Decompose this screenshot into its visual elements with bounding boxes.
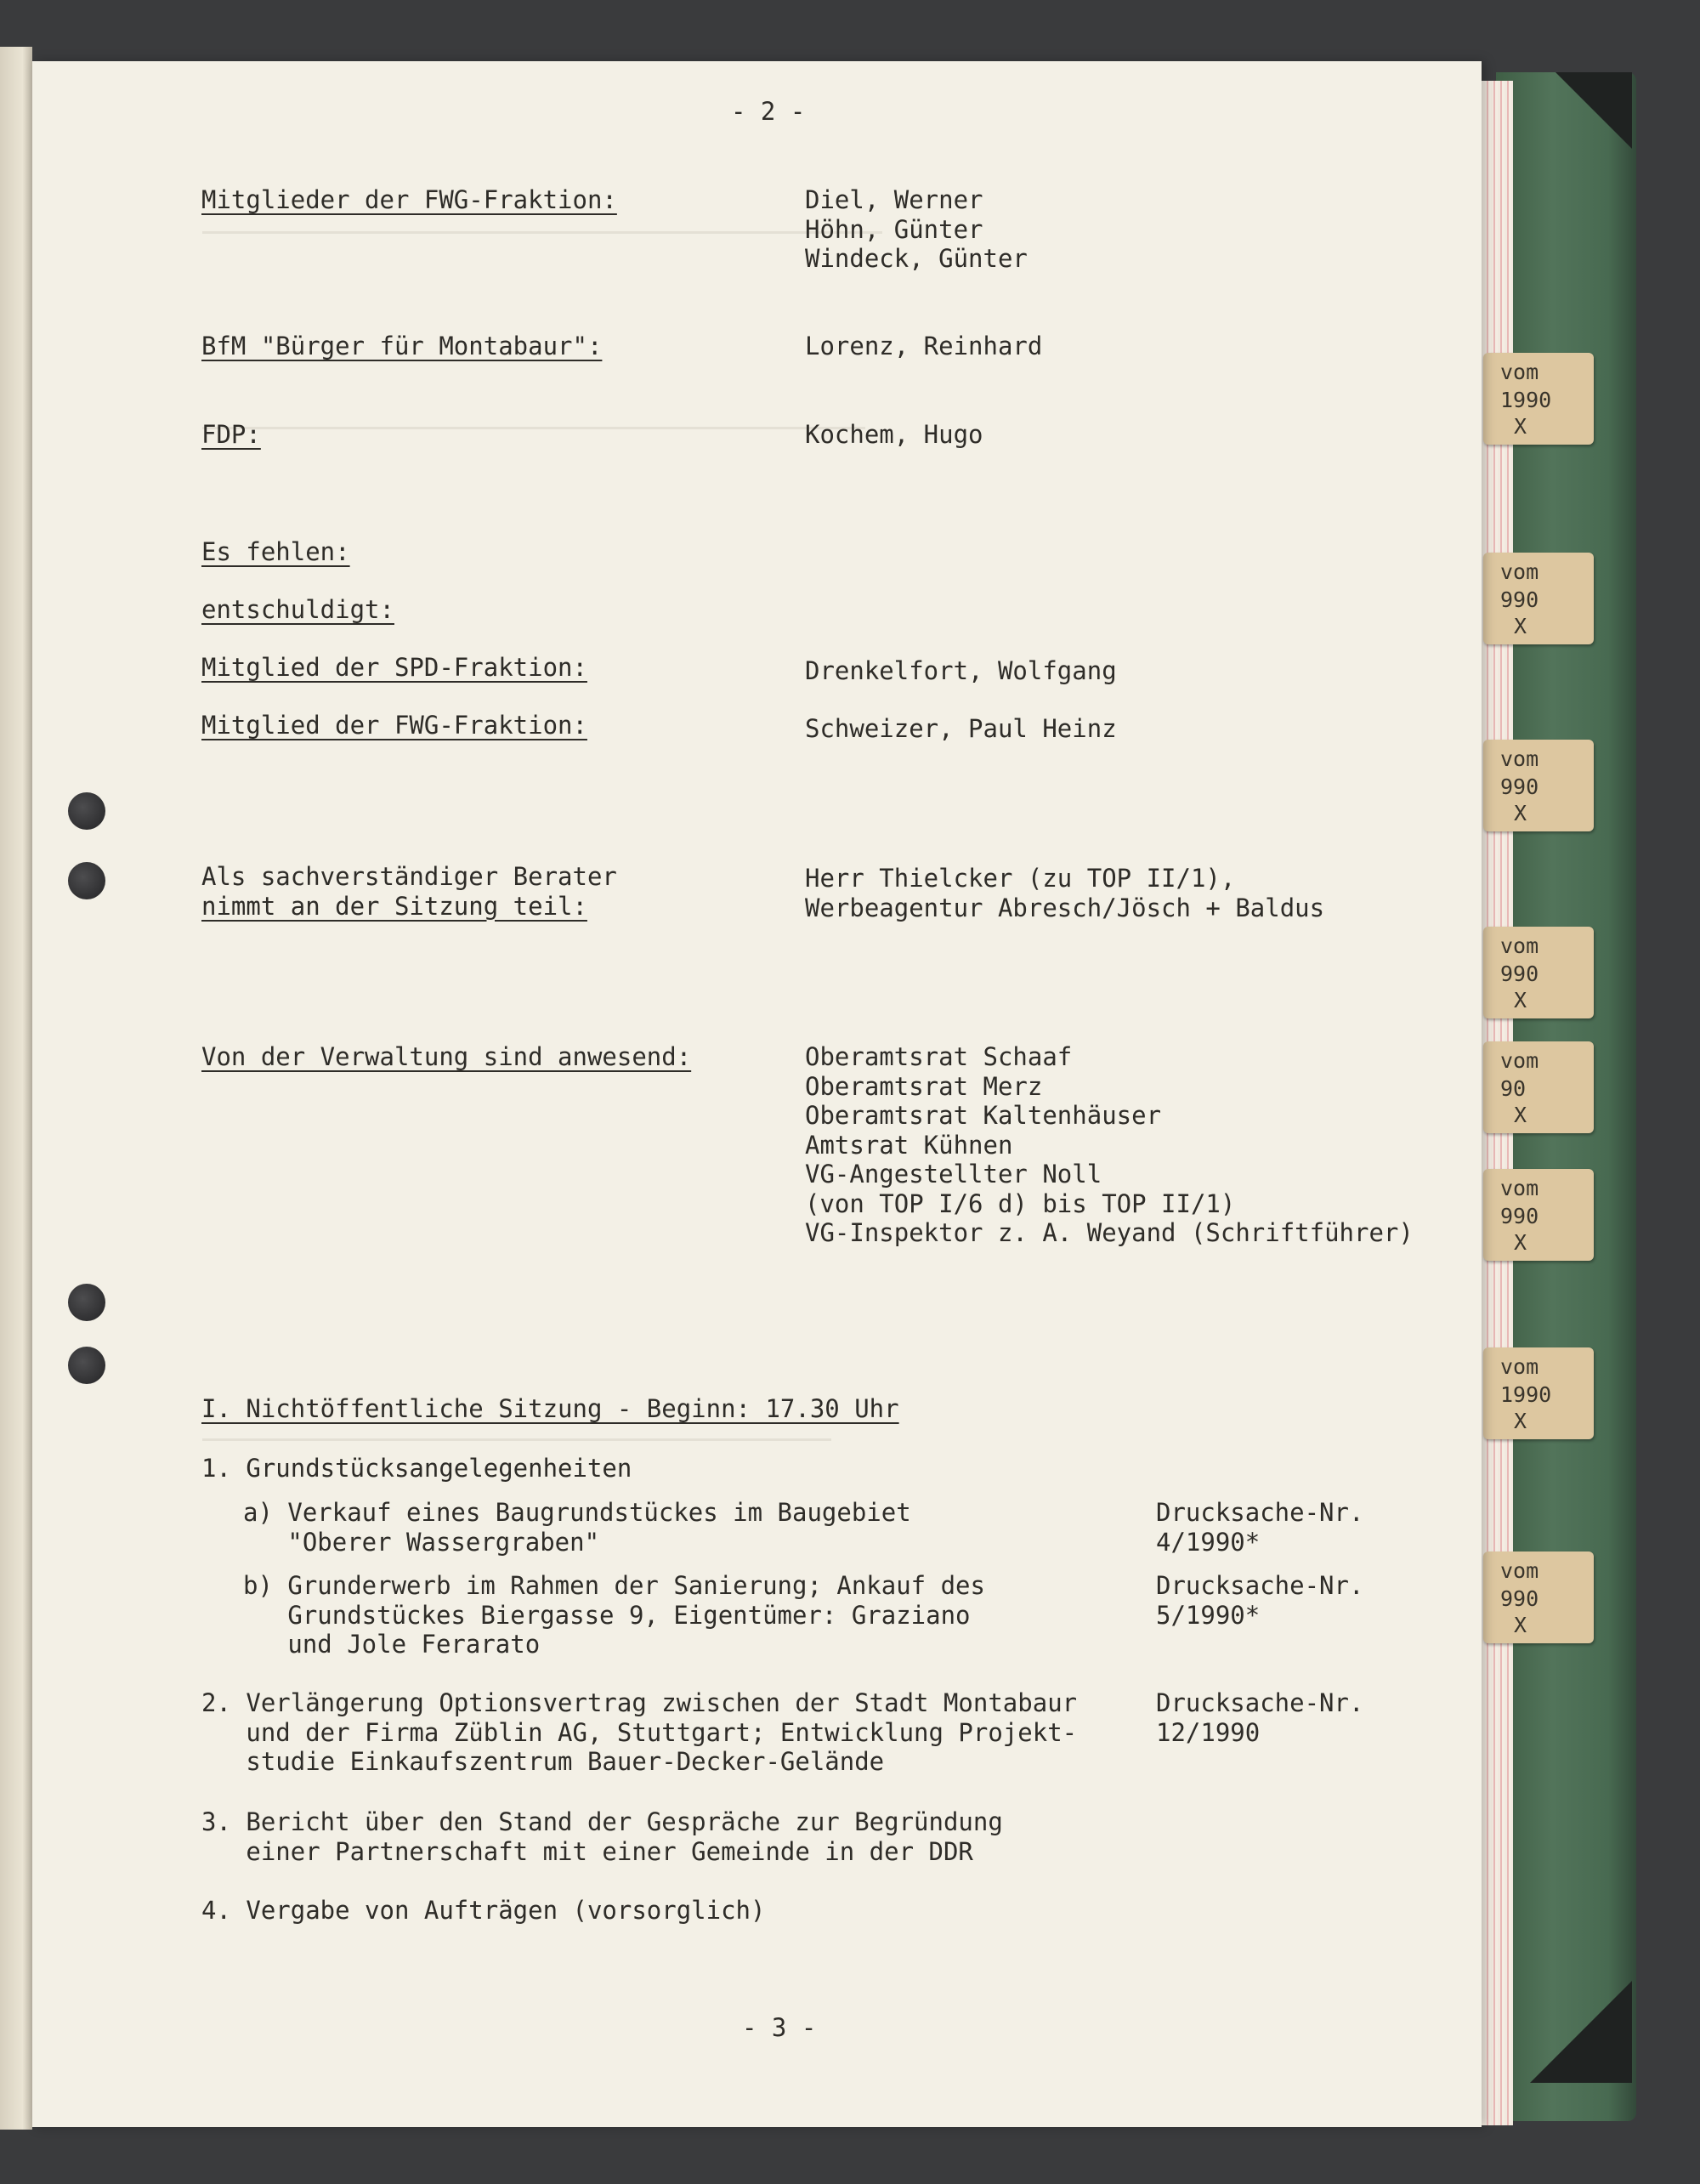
staff-name: VG-Inspektor z. A. Weyand (Schriftführer) xyxy=(805,1218,1414,1247)
tab-text: vom xyxy=(1500,933,1539,958)
index-tab xyxy=(1483,1551,1594,1643)
absent-label: Mitglied der SPD-Fraktion: xyxy=(201,653,587,682)
administration-names xyxy=(805,1042,1414,1248)
document-page xyxy=(32,61,1482,2127)
index-tab xyxy=(1483,927,1594,1018)
agenda-line: und der Firma Züblin AG, Stuttgart; Entwicklung Projekt- xyxy=(201,1717,1078,1747)
tab-text: 90 xyxy=(1500,1076,1527,1101)
tab-text: vom xyxy=(1500,1558,1539,1583)
tab-text: 990 xyxy=(1500,962,1539,986)
administration-label: Von der Verwaltung sind anwesend: xyxy=(201,1042,692,1071)
tab-text: 1990 xyxy=(1500,1382,1552,1407)
members-label: Mitglieder der FWG-Fraktion: xyxy=(201,185,617,214)
tab-text: vom xyxy=(1500,1048,1539,1073)
page-number-footer: - 3 - xyxy=(742,2013,817,2042)
tab-text: vom xyxy=(1500,1176,1539,1200)
staff-name: Oberamtsrat Kaltenhäuser xyxy=(805,1101,1162,1130)
document-reference xyxy=(1156,1688,1363,1747)
agenda-subitem xyxy=(243,1571,985,1659)
index-tab xyxy=(1483,1041,1594,1133)
bleed-through-mark xyxy=(202,393,865,429)
index-tab xyxy=(1483,553,1594,644)
reference-line: Drucksache-Nr. xyxy=(1156,1688,1364,1717)
staff-name: Oberamtsrat Schaaf xyxy=(805,1042,1073,1071)
index-tab xyxy=(1483,1347,1594,1439)
absent-heading: Es fehlen: xyxy=(201,537,350,566)
tab-text: X xyxy=(1514,1230,1527,1255)
tab-text: vom xyxy=(1500,360,1539,384)
agenda-item xyxy=(201,1807,1003,1866)
staff-name: Amtsrat Kühnen xyxy=(805,1130,1013,1160)
agenda-line: b) Grunderwerb im Rahmen der Sanierung; Ankauf des xyxy=(243,1571,985,1600)
agenda-line: einer Partnerschaft mit einer Gemeinde in der DDR xyxy=(201,1836,973,1866)
reference-line: 4/1990* xyxy=(1156,1527,1261,1557)
agenda-line: 2. Verlängerung Optionsvertrag zwischen der Stadt Montabaur xyxy=(201,1688,1078,1717)
advisor-value-line: Werbeagentur Abresch/Jösch + Baldus xyxy=(805,893,1325,922)
agenda-line: 3. Bericht über den Stand der Gespräche zur Begründung xyxy=(201,1807,1003,1836)
tab-text: 990 xyxy=(1500,1204,1539,1228)
reference-line: 12/1990 xyxy=(1156,1717,1261,1747)
page-number-header: - 2 - xyxy=(731,97,806,126)
tab-text: vom xyxy=(1500,746,1539,771)
advisor-label-line: nimmt an der Sitzung teil: xyxy=(201,891,587,921)
agenda-line: a) Verkauf eines Baugrundstückes im Baugebiet xyxy=(243,1498,911,1527)
advisor-label xyxy=(201,862,617,921)
tab-text: X xyxy=(1514,1613,1527,1637)
tab-text: 990 xyxy=(1500,1586,1539,1611)
tab-text: 990 xyxy=(1500,587,1539,612)
punch-hole xyxy=(68,862,105,899)
session-heading: I. Nichtöffentliche Sitzung - Beginn: 17.30 Uhr xyxy=(201,1394,899,1423)
index-tab xyxy=(1483,353,1594,445)
tab-text: X xyxy=(1514,1103,1527,1127)
advisor-value-line: Herr Thielcker (zu TOP II/1), xyxy=(805,864,1236,893)
agenda-item xyxy=(201,1688,1077,1777)
agenda-line: studie Einkaufszentrum Bauer-Decker-Gelände xyxy=(201,1747,885,1776)
agenda-line: und Jole Ferarato xyxy=(243,1630,541,1659)
punch-hole xyxy=(68,1284,105,1321)
staff-name: (von TOP I/6 d) bis TOP II/1) xyxy=(805,1188,1236,1218)
members-names xyxy=(805,185,1028,274)
member-name: Kochem, Hugo xyxy=(805,420,983,449)
agenda-item: 1. Grundstücksangelegenheiten xyxy=(201,1454,632,1483)
tab-text: vom xyxy=(1500,559,1539,584)
staff-name: VG-Angestellter Noll xyxy=(805,1160,1102,1188)
members-label: FDP: xyxy=(201,420,261,449)
tab-text: X xyxy=(1514,414,1527,439)
absent-name: Schweizer, Paul Heinz xyxy=(805,714,1117,743)
member-name: Lorenz, Reinhard xyxy=(805,332,1043,360)
reference-line: 5/1990* xyxy=(1156,1600,1261,1630)
agenda-item: 4. Vergabe von Aufträgen (vorsorglich) xyxy=(201,1896,766,1925)
agenda-subitem xyxy=(243,1498,911,1557)
tab-text: X xyxy=(1514,801,1527,825)
punch-hole xyxy=(68,1347,105,1384)
index-tab xyxy=(1483,1169,1594,1261)
left-page-edge xyxy=(0,47,32,2130)
member-name: Windeck, Günter xyxy=(805,244,1028,273)
members-label: BfM "Bürger für Montabaur": xyxy=(201,332,603,360)
tab-text: vom xyxy=(1500,1354,1539,1379)
tab-text: 990 xyxy=(1500,774,1539,799)
absent-label: Mitglied der FWG-Fraktion: xyxy=(201,711,587,740)
punch-hole xyxy=(68,792,105,830)
reference-line: Drucksache-Nr. xyxy=(1156,1498,1364,1527)
member-name: Diel, Werner xyxy=(805,185,983,214)
reference-line: Drucksache-Nr. xyxy=(1156,1571,1364,1600)
agenda-line: Grundstückes Biergasse 9, Eigentümer: Graziano xyxy=(243,1600,971,1630)
document-reference xyxy=(1156,1571,1363,1630)
agenda-line: "Oberer Wassergraben" xyxy=(243,1527,600,1557)
tab-text: 1990 xyxy=(1500,388,1552,412)
absent-name: Drenkelfort, Wolfgang xyxy=(805,656,1117,685)
index-tab xyxy=(1483,740,1594,831)
tab-text: X xyxy=(1514,1409,1527,1433)
tab-text: X xyxy=(1514,614,1527,638)
advisor-label-line: Als sachverständiger Berater xyxy=(201,862,617,891)
member-name: Höhn, Günter xyxy=(805,214,983,244)
advisor-value xyxy=(805,864,1324,922)
document-reference xyxy=(1156,1498,1363,1557)
tab-text: X xyxy=(1514,988,1527,1013)
staff-name: Oberamtsrat Merz xyxy=(805,1071,1043,1101)
excused-heading: entschuldigt: xyxy=(201,595,394,624)
